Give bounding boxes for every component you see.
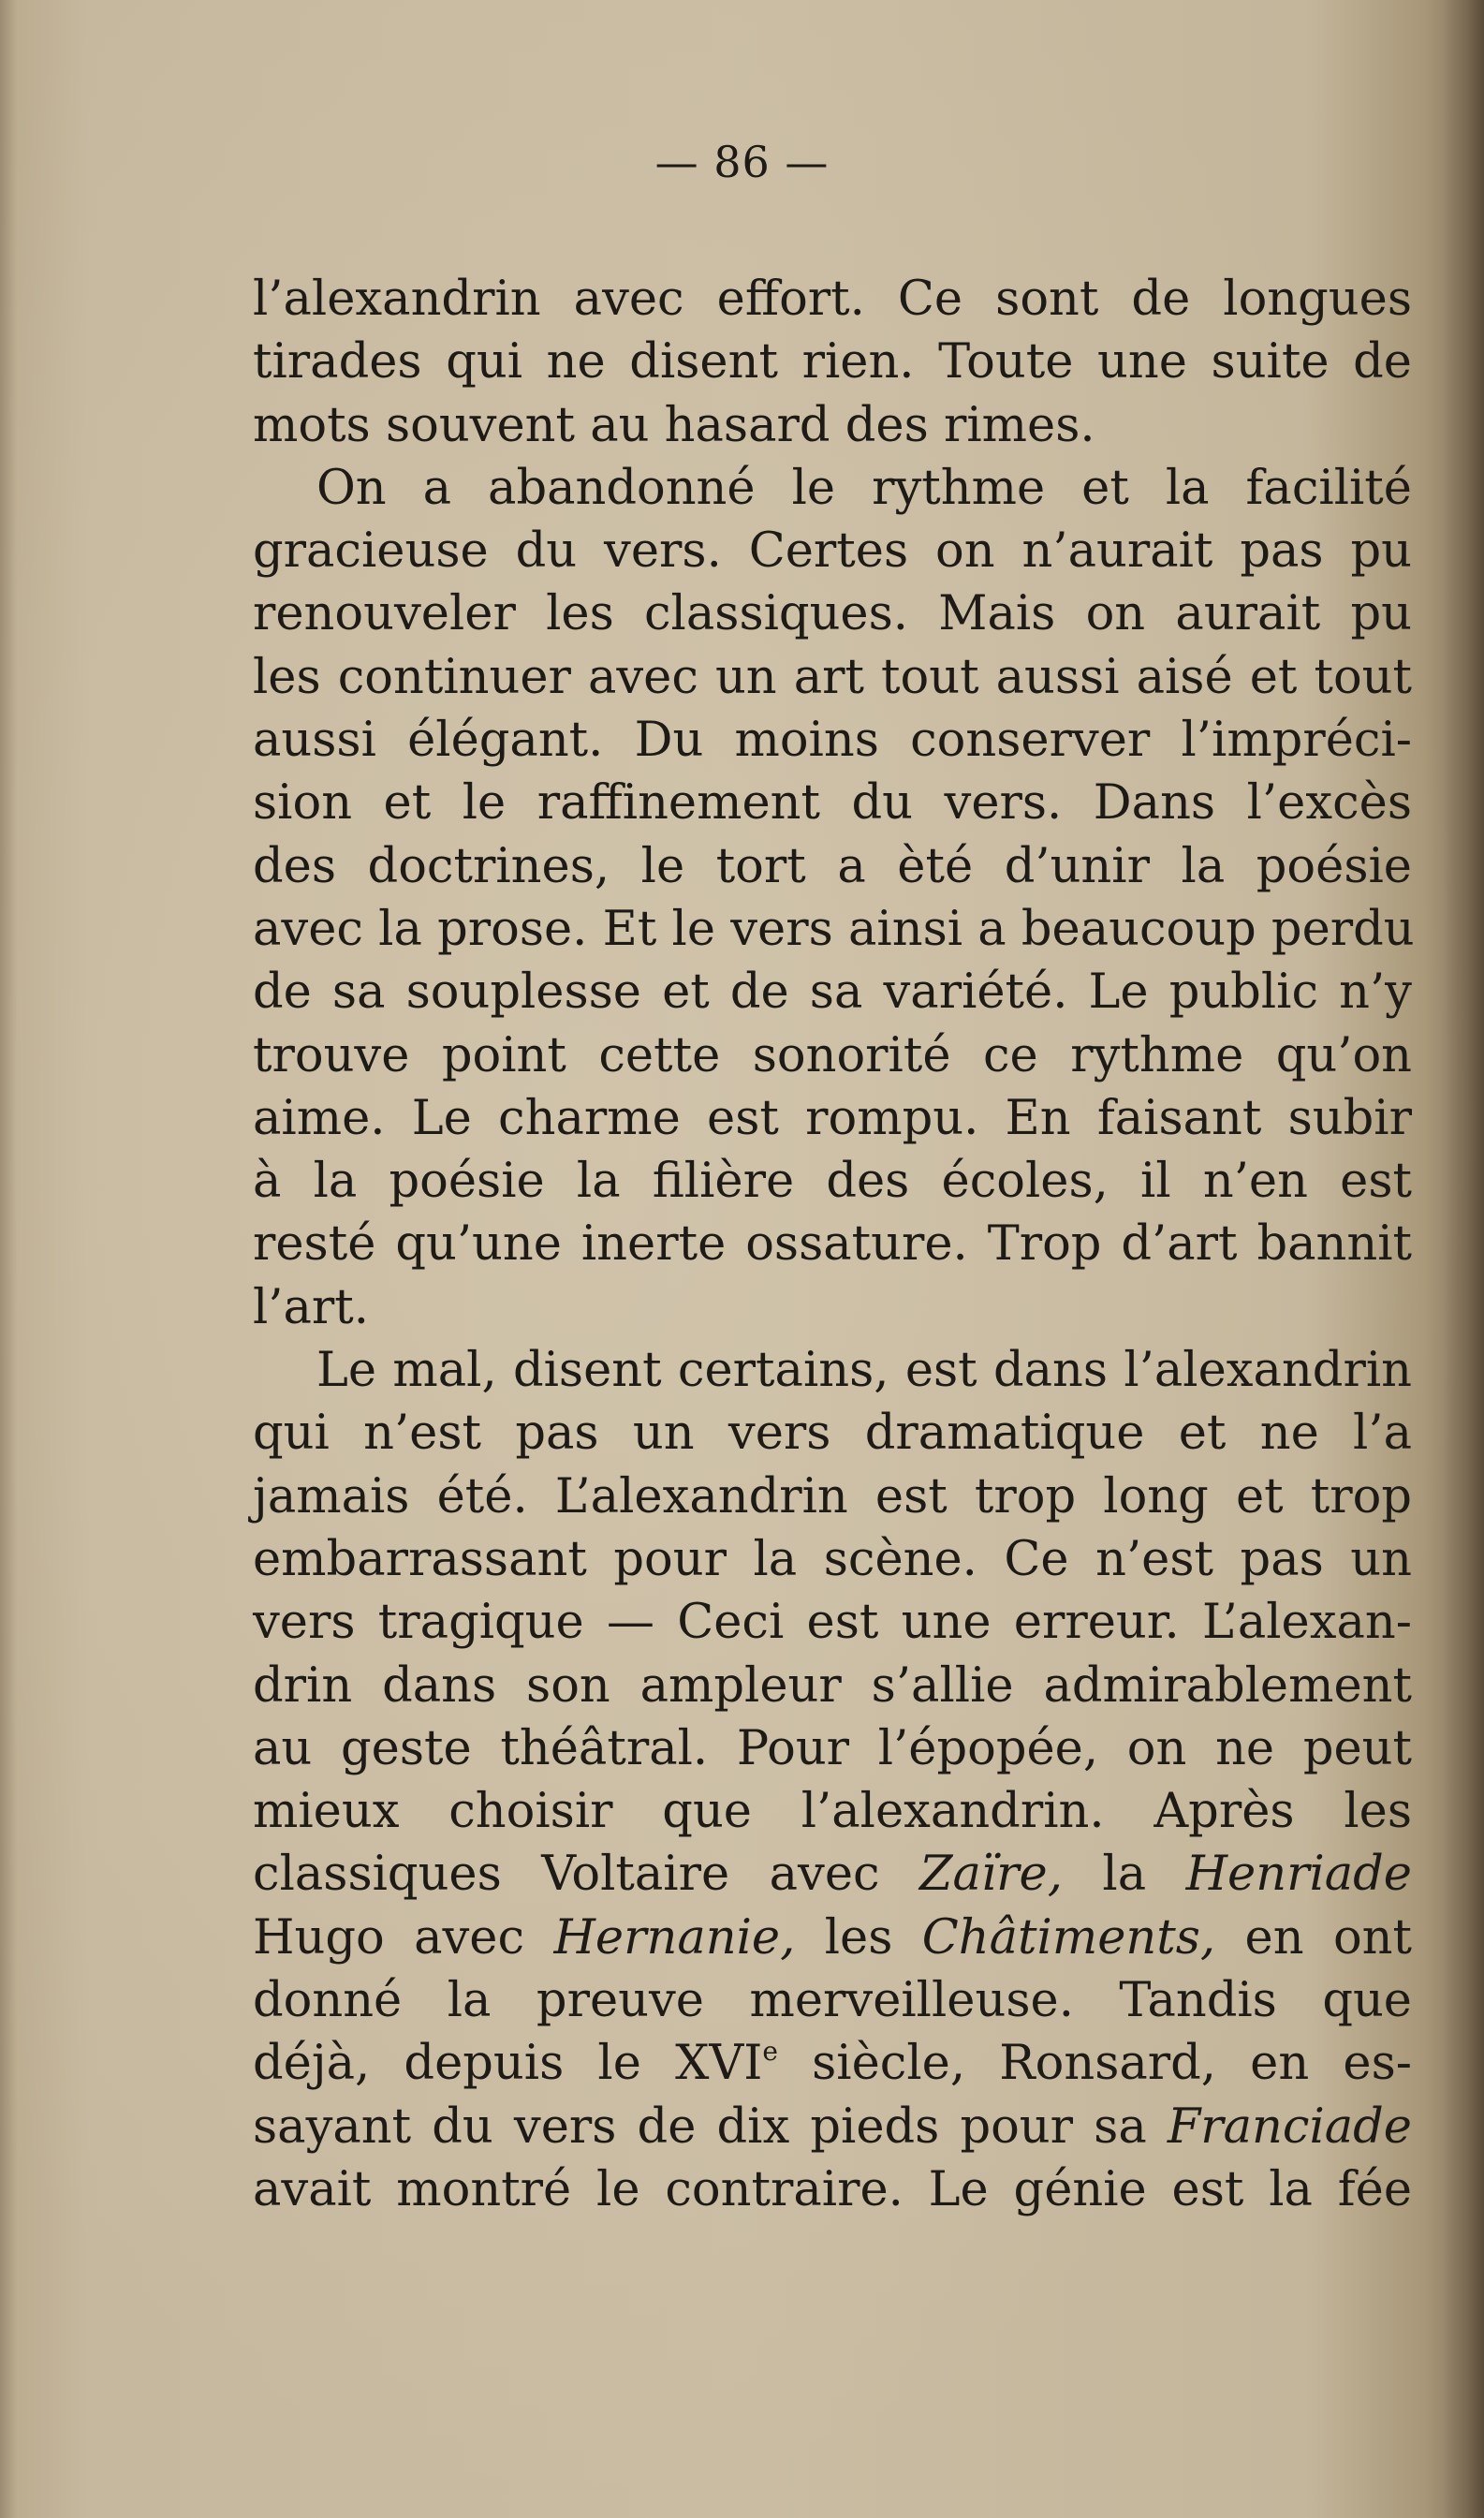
text-line: aime. Le charme est rompu. En faisant subir (253, 1090, 1412, 1146)
line-segment: les (795, 1909, 922, 1966)
text-line: l’alexandrin avec effort. Ce sont de longues (253, 272, 1412, 327)
page-left-edge (0, 0, 17, 2518)
line-segment: sayant du vers de dix pieds pour sa (253, 2098, 1168, 2155)
text-line: à la poésie la filière des écoles, il n’en est (253, 1154, 1412, 1210)
text-line: avait montré le contraire. Le génie est la fée (253, 2161, 1412, 2217)
title-chatiments: Châtiments, (921, 1909, 1216, 1966)
title-henriade: Henriade (1185, 1847, 1412, 1903)
text-line: mots souvent au hasard des rimes. (253, 397, 1095, 453)
body-text (253, 268, 1415, 2221)
text-line: de sa souplesse et de sa variété. Le public n’y (253, 964, 1412, 1021)
text-line: l’art. (253, 1279, 370, 1335)
text-line: donné la preuve merveilleuse. Tandis que (253, 1973, 1412, 2029)
text-line: avec la prose. Et le vers ainsi a beaucoup perdu (253, 901, 1415, 957)
text-line: les continuer avec un art tout aussi aisé et tout (253, 649, 1412, 705)
text-line (253, 2096, 1412, 2158)
line-segment: siècle, Ronsard, en es- (777, 2036, 1412, 2092)
text-line: des doctrines, le tort a èté d’unir la poésie (253, 838, 1412, 894)
superscript: e (762, 2036, 778, 2068)
title-franciade: Franciade (1167, 2098, 1412, 2155)
line-segment: la (1062, 1847, 1186, 1903)
page-number: — 86 — (654, 137, 830, 187)
text-line (253, 1843, 1412, 1906)
text-line: trouve point cette sonorité ce rythme qu’on (253, 1027, 1412, 1083)
text-line: On a abandonné le rythme et la facilité (316, 460, 1412, 516)
text-line: Le mal, disent certains, est dans l’alexandrin (316, 1343, 1412, 1399)
text-line (253, 2032, 1412, 2095)
text-line: renouveler les classiques. Mais on aurait pu (253, 586, 1412, 642)
text-line: drin dans son ampleur s’allie admirablement (253, 1657, 1412, 1714)
text-line: vers tragique — Ceci est une erreur. L’alexan- (253, 1595, 1412, 1651)
line-segment: en ont (1215, 1909, 1413, 1966)
text-line: gracieuse du vers. Certes on n’aurait pas pu (253, 523, 1412, 580)
text-line: sion et le raffinement du vers. Dans l’excès (253, 775, 1412, 832)
text-line: jamais été. L’alexandrin est trop long et trop (253, 1468, 1412, 1524)
line-segment: Hugo avec (253, 1909, 554, 1966)
text-line: au geste théâtral. Pour l’épopée, on ne peut (253, 1720, 1412, 1776)
line-segment: classiques Voltaire avec (253, 1847, 920, 1903)
text-line: resté qu’une inerte ossature. Trop d’art bannit (253, 1216, 1412, 1273)
title-zaire: Zaïre, (919, 1847, 1063, 1903)
title-hernanie: Hernanie, (553, 1909, 796, 1966)
line-segment: déjà, depuis le XVI (253, 2036, 763, 2092)
text-line (253, 1907, 1412, 1969)
text-line: qui n’est pas un vers dramatique et ne l’a (253, 1406, 1412, 1462)
text-line: mieux choisir que l’alexandrin. Après les (253, 1784, 1412, 1840)
text-line: embarrassant pour la scène. Ce n’est pas un (253, 1531, 1412, 1587)
text-line: tirades qui ne disent rien. Toute une suite de (253, 334, 1412, 390)
text-line: aussi élégant. Du moins conserver l’impréci- (253, 713, 1412, 769)
page-spine-shadow (1443, 0, 1484, 2518)
